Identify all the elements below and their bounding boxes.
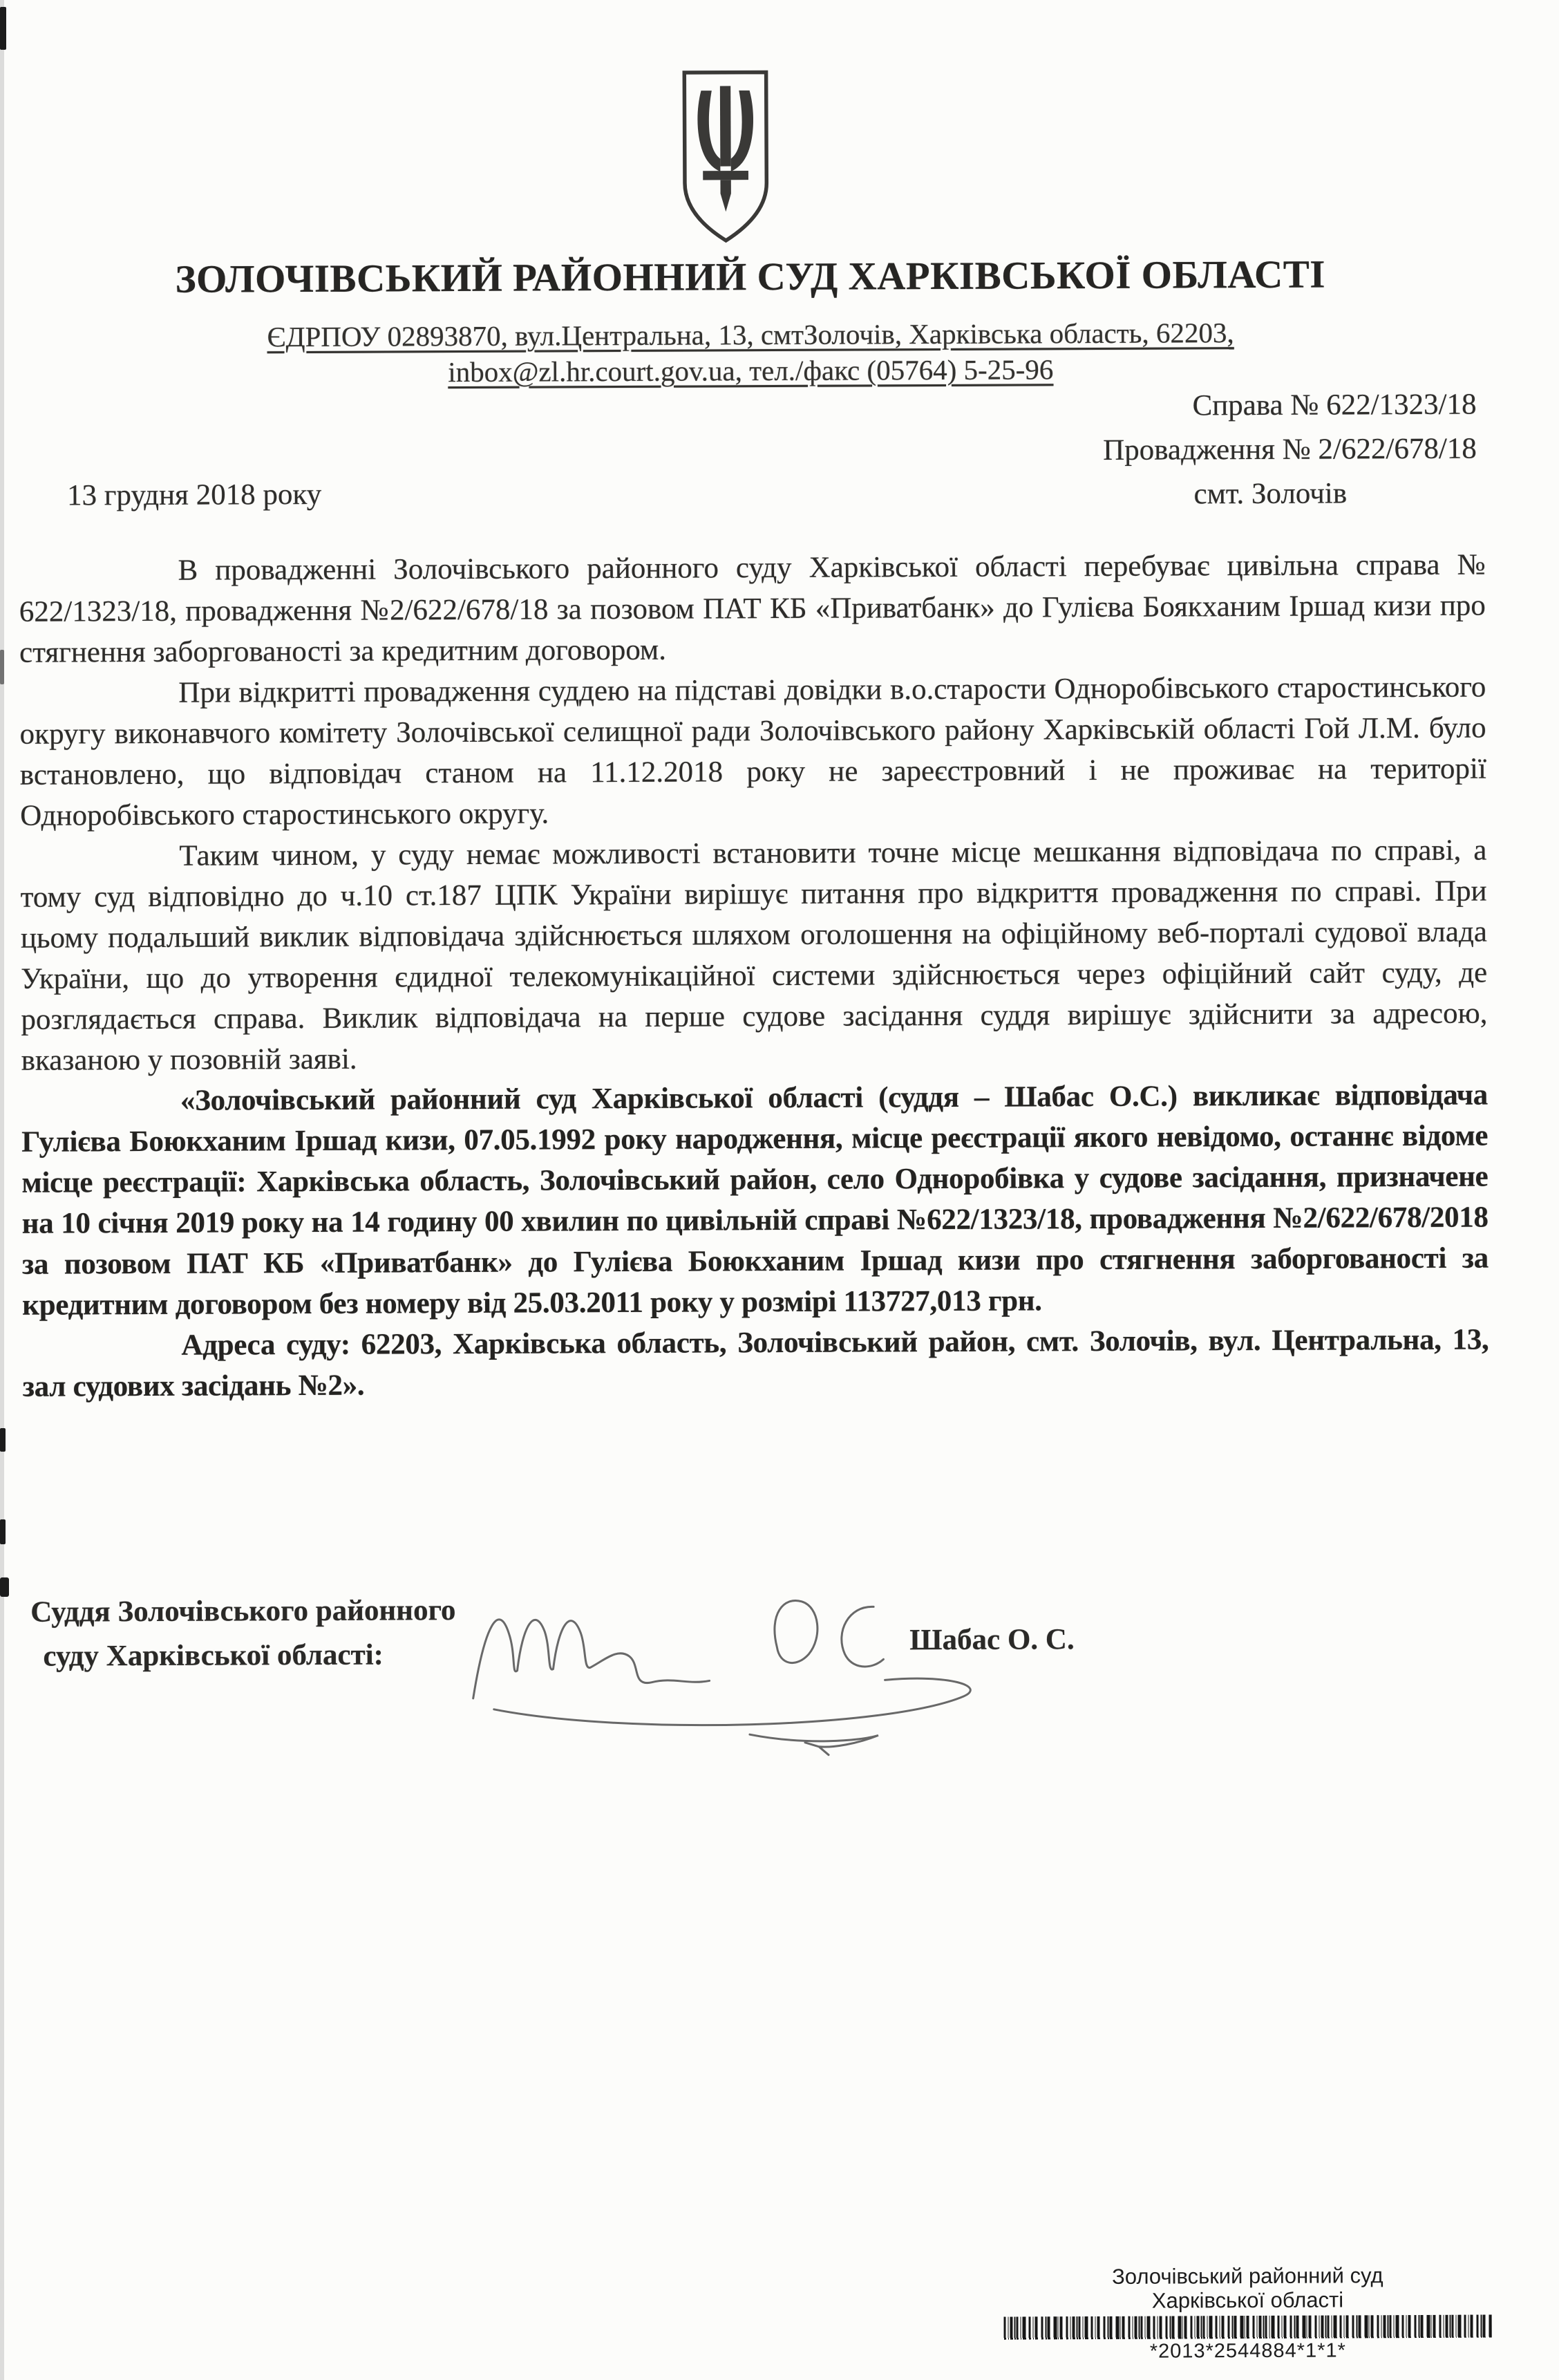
judge-name: Шабас О. С. (909, 1623, 1075, 1657)
judge-title-line2: суду Харківської області: (43, 1638, 384, 1673)
document-body (19, 545, 1489, 1407)
body-paragraph-2: При відкритті провадження суддею на підставі довідки в.о.старости Одноробівського старостинського округу виконавчого комітету Золочівської селищної ради Золочівського району Харківській області Гой Л.М. було встановлено, що відповідач станом на 11.12.2018 року не зареєстровний і не проживає на території Одноробівського старостинського округу. (19, 671, 1486, 832)
court-address: ЄДРПОУ 02893870, вул.Центральна, 13, смтЗолочів, Харківська область, 62203, (267, 317, 1234, 353)
document-date: 13 грудня 2018 року (67, 478, 322, 512)
registration-stamp (967, 2262, 1528, 2364)
body-paragraph-3: Таким чином, у суду немає можливості встановити точне місце мешкання відповідача по справі, а тому суд відповідно до ч.10 ст.187 ЦПК України вирішує питання про відкриття провадження по справі. При цьому подальший виклик відповідача здійснюється шляхом оголошення на офіційному веб-порталі судової влада України, що до утворення єдидної телекомунікаційної системи здійснюється через офіційний сайт суду, де розглядається справа. Виклик відповідача на перше судове засідання суддя вирішує здійснити за адресою, вказаною у позовній заяві. (20, 834, 1488, 1077)
barcode (1004, 2315, 1492, 2340)
document-place: смт. Золочів (1193, 477, 1348, 511)
case-number: Справа № 622/1323/18 (1192, 388, 1477, 422)
stamp-court-line2: Харківської області (1151, 2287, 1344, 2313)
court-contact: inbox@zl.hr.court.gov.ua, тел./факс (05764) 5-25-96 (448, 353, 1054, 388)
judge-title-line1: Суддя Золочівського районного (30, 1594, 456, 1629)
body-paragraph-1: В провадженні Золочівського районного суду Харківської області перебуває цивільна справа № 622/1323/18, провадження №2/622/678/18 за позовом ПАТ КБ «Приватбанк» до Гулієва Боякханим Іршад кизи про стягнення заборгованості за кредитним договором. (19, 548, 1486, 669)
signature-block (30, 1584, 1496, 1783)
body-paragraph-5-court-address: Адреса суду: 62203, Харківська область, Золочівський район, смт. Золочів, вул. Центральна, 13, зал судових засідань №2». (22, 1323, 1489, 1403)
case-meta (1103, 383, 1477, 517)
barcode-caption: *2013*2544884*1*1* (1149, 2339, 1346, 2363)
court-name: ЗОЛОЧІВСЬКИЙ РАЙОННИЙ СУД ХАРКІВСЬКОЇ ОБЛАСТІ (175, 252, 1326, 301)
proceeding-number: Провадження № 2/622/678/18 (1103, 432, 1477, 467)
stamp-court-line1: Золочівський районний суд (1112, 2263, 1383, 2289)
ukraine-trident-icon (679, 69, 772, 244)
body-paragraph-4-summons: «Золочівський районний суд Харківської області (суддя – Шабас О.С.) викликає відповідача Гулієва Боюкханим Іршад кизи, 07.05.1992 року народження, місце реєстрації якого невідомо, останнє відоме місце реєстрації: Харківська область, Золочівський район, село Одноробівка у судове засідання, призначене на 10 січня 2019 року на 14 годину 00 хвилин по цивільній справі №622/1323/18, провадження №2/622/678/2018 за позовом ПАТ КБ «Приватбанк» до Гулієва Боюкханим Іршад кизи про стягнення заборгованості за кредитним договором без номеру від 25.03.2011 року у розмірі 113727,013 грн. (21, 1078, 1489, 1322)
